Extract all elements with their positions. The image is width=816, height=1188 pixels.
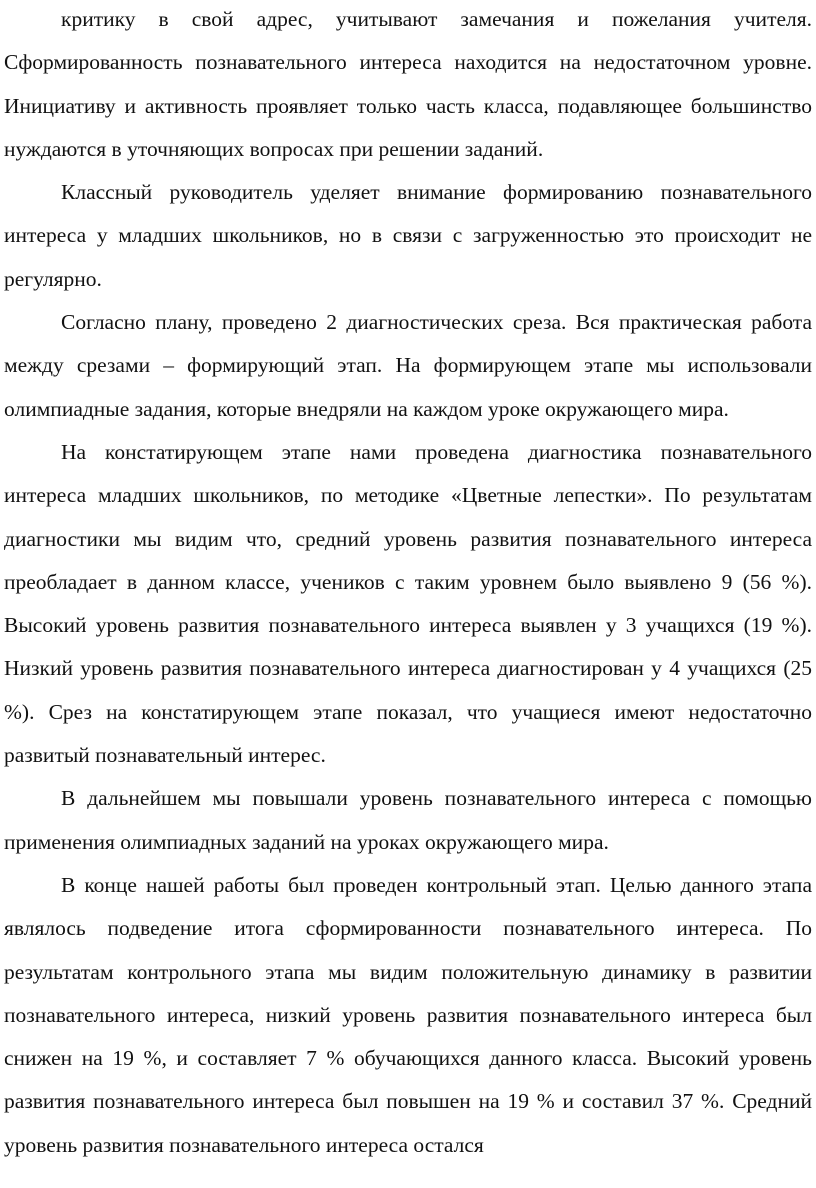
paragraph-plan: Согласно плану, проведено 2 диагностических среза. Вся практическая работа между срезами – формирующий этап. На формирующем этапе мы использовали олимпиадные задания, которые внедряли на каждом уроке окружающего мира.: [4, 310, 812, 421]
paragraph-ascertaining-stage: На констатирующем этапе нами проведена диагностика познавательного интереса младших школьников, по методике «Цветные лепестки». По результатам диагностики мы видим что, средний уровень развития познавательного интереса преобладает в данном классе, учеников с таким уровнем было выявлено 9 (56 %). Высокий уровень развития познавательного интереса выявлен у 3 учащихся (19 %). Низкий уровень развития познавательного интереса диагностирован у 4 учащихся (25 %). Срез на констатирующем этапе показал, что учащиеся имеют недостаточно развитый познавательный интерес.: [4, 439, 812, 768]
document-page: [4, 0, 812, 1167]
paragraph-class-teacher: Классный руководитель уделяет внимание формированию познавательного интереса у младших школьников, но в связи с загруженностью это происходит не регулярно.: [4, 180, 812, 291]
paragraph-continuation: критику в свой адрес, учитывают замечания и пожелания учителя. Сформированность познавательного интереса находится на недостаточном уровне. Инициативу и активность проявляет только часть класса, подавляющее большинство нуждаются в уточняющих вопросах при решении заданий.: [4, 7, 812, 161]
paragraph-control-stage: В конце нашей работы был проведен контрольный этап. Целью данного этапа являлось подведение итога сформированности познавательного интереса. По результатам контрольного этапа мы видим положительную динамику в развитии познавательного интереса, низкий уровень развития познавательного интереса был снижен на 19 %, и составляет 7 % обучающихся данного класса. Высокий уровень развития познавательного интереса был повышен на 19 % и составил 37 %. Средний уровень развития познавательного интереса остался: [4, 872, 812, 1157]
paragraph-further-work: В дальнейшем мы повышали уровень познавательного интереса с помощью применения олимпиадных заданий на уроках окружающего мира.: [4, 786, 812, 854]
